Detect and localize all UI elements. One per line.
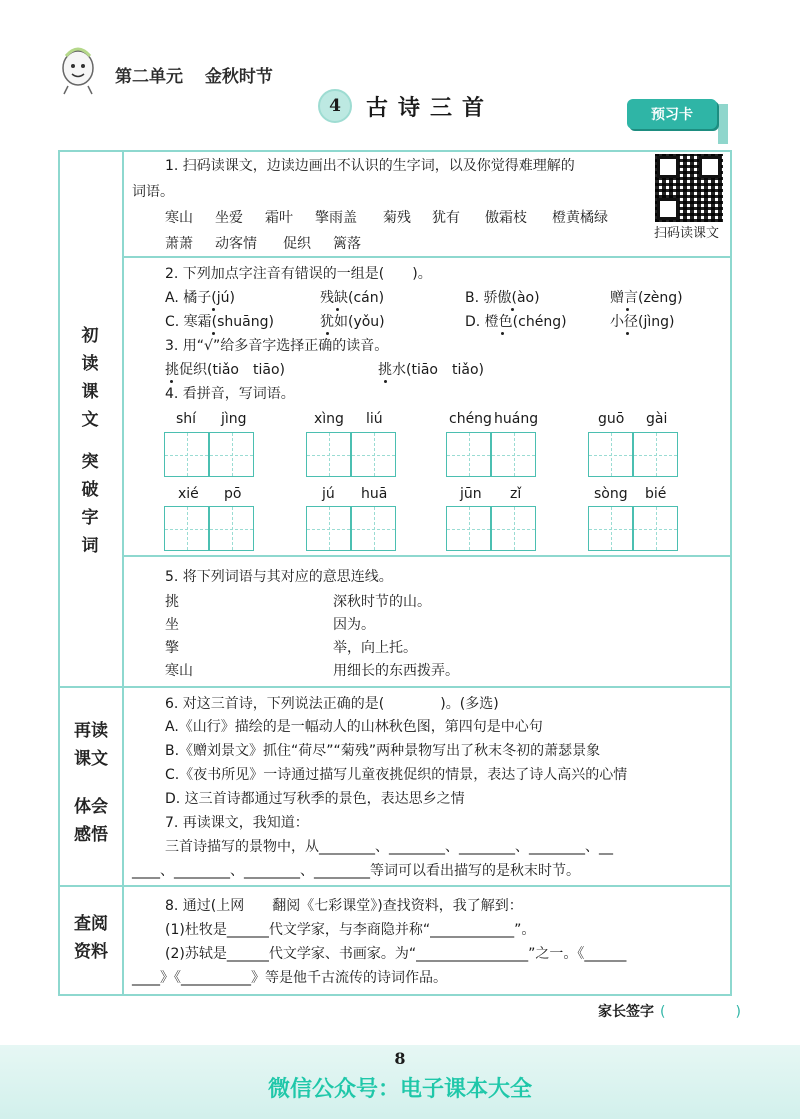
q2-option-c2: 犹如(yǒu): [320, 314, 385, 330]
q8-line2[interactable]: (2)苏轼是______代文学家、书画家。为“________________”之一。《______: [165, 946, 627, 962]
writing-box[interactable]: [446, 506, 491, 551]
q1-line1: 1. 扫码读课文，边读边画出不认识的生字词，以及你觉得难理解的: [165, 158, 575, 174]
writing-box[interactable]: [209, 506, 254, 551]
q7-line1[interactable]: 三首诗描写的景物中，从________、________、________、________、__: [165, 839, 613, 855]
divider-section1: [58, 686, 732, 688]
q5-stem: 5. 将下列词语与其对应的意思连线。: [165, 569, 393, 585]
category-research: 查阅 资料: [74, 914, 108, 962]
tag-stem: [718, 104, 728, 144]
emphasis-dot: [384, 380, 387, 383]
pinyin: xìng: [314, 411, 344, 427]
q2-option-d1: D. 橙色(chéng): [465, 314, 567, 330]
category-first-read: 初 读 课 文 突 破 字 词: [81, 326, 99, 556]
writing-box[interactable]: [588, 506, 633, 551]
category-reread: 再读 课文 体会 感悟: [74, 721, 108, 845]
q5-left-item: 坐: [165, 617, 179, 633]
q6-option-a: A.《山行》描绘的是一幅动人的山林秋色图，第四句是中心句: [165, 719, 543, 735]
q8-line1[interactable]: (1)杜牧是______代文学家，与李商隐并称“____________”。: [165, 922, 536, 938]
pinyin: bié: [645, 486, 667, 502]
q5-right-item: 举，向上托。: [333, 640, 417, 656]
pinyin: xié: [178, 486, 199, 502]
q2-option-b1: B. 骄傲(ào): [465, 290, 540, 306]
q3-option1: 挑促织(tiǎo tiāo): [165, 362, 285, 378]
q6-option-d: D. 这三首诗都通过写秋季的景色，表达思乡之情: [165, 791, 465, 807]
pinyin: huáng: [494, 411, 539, 427]
emphasis-dot: [336, 308, 339, 311]
qr-caption: 扫码读课文: [654, 226, 720, 241]
q5-left-item: 挑: [165, 594, 179, 610]
q2-option-a2: 残缺(cán): [320, 290, 385, 306]
unit-theme: 金秋时节: [204, 67, 273, 87]
divider-q4: [122, 555, 732, 557]
pinyin: guō: [598, 411, 625, 427]
q6-option-b: B.《赠刘景文》抓住“荷尽”“菊残”两种景物写出了秋末冬初的萧瑟景象: [165, 743, 601, 759]
writing-box[interactable]: [306, 432, 351, 477]
divider-section2: [58, 885, 732, 887]
parent-signature-label: 家长签字: [598, 1004, 654, 1020]
pinyin: zǐ: [510, 486, 522, 502]
pinyin: liú: [366, 411, 383, 427]
pinyin: jú: [322, 486, 335, 502]
emphasis-dot: [511, 308, 514, 311]
writing-box[interactable]: [491, 432, 536, 477]
emphasis-dot: [626, 332, 629, 335]
pinyin: gài: [646, 411, 668, 427]
writing-box[interactable]: [446, 432, 491, 477]
q8-stem: 8. 通过(上网 翻阅《七彩课堂》)查找资料，我了解到：: [165, 898, 523, 914]
pinyin: jūn: [460, 486, 482, 502]
writing-box[interactable]: [209, 432, 254, 477]
q3-option2: 挑水(tiāo tiǎo): [378, 362, 484, 378]
writing-box[interactable]: [491, 506, 536, 551]
q5-left-item: 寒山: [165, 663, 193, 679]
writing-box[interactable]: [351, 506, 396, 551]
emphasis-dot: [501, 332, 504, 335]
q7-line2[interactable]: ____、________、________、________等词可以看出描写的是秋末时节。: [132, 863, 580, 879]
pinyin: pō: [224, 486, 242, 502]
footer-watermark: 微信公众号：电子课本大全: [267, 1077, 532, 1102]
emphasis-dot: [170, 380, 173, 383]
q2-option-b2: 赠言(zèng): [610, 290, 683, 306]
q5-right-item: 因为。: [333, 617, 375, 633]
q6-option-c: C.《夜书所见》一诗通过描写儿童夜挑促织的情景，表达了诗人高兴的心情: [165, 767, 628, 783]
writing-box[interactable]: [164, 506, 209, 551]
unit-label: 第二单元: [115, 67, 183, 87]
writing-box[interactable]: [351, 432, 396, 477]
emphasis-dot: [326, 332, 329, 335]
divider-q1: [122, 256, 732, 258]
q2-option-c1: C. 寒霜(shuāng): [165, 314, 274, 330]
parent-signature-field[interactable]: ( ): [660, 1004, 741, 1020]
q5-left-item: 擎: [165, 640, 179, 656]
emphasis-dot: [212, 308, 215, 311]
pinyin: chéng: [449, 411, 492, 427]
writing-box[interactable]: [633, 506, 678, 551]
unit-header: [115, 62, 289, 87]
lesson-heading: [318, 88, 494, 124]
q1-line2: 词语。: [132, 184, 174, 200]
writing-box[interactable]: [588, 432, 633, 477]
pinyin: shí: [176, 411, 197, 427]
category-divider: [122, 150, 124, 996]
q5-right-item: 深秋时节的山。: [333, 594, 431, 610]
q6-stem: 6. 对这三首诗，下列说法正确的是( )。(多选): [165, 696, 499, 712]
emphasis-dot: [212, 332, 215, 335]
q2-option-a1: A. 橘子(jú): [165, 290, 235, 306]
mascot-icon: [54, 44, 102, 96]
pinyin: jìng: [221, 411, 247, 427]
q8-line3[interactable]: ____》《__________》等是他千古流传的诗词作品。: [132, 970, 447, 986]
pinyin: sòng: [594, 486, 628, 502]
lesson-number: 4: [318, 89, 352, 123]
emphasis-dot: [626, 308, 629, 311]
writing-box[interactable]: [633, 432, 678, 477]
qr-code[interactable]: [655, 154, 723, 222]
q2-option-d2: 小径(jìng): [610, 314, 675, 330]
q7-stem: 7. 再读课文，我知道：: [165, 815, 309, 831]
lesson-title: 古诗三首: [366, 94, 495, 121]
pinyin: huā: [361, 486, 388, 502]
q3-stem: 3. 用“√”给多音字选择正确的读音。: [165, 338, 389, 354]
q2-stem: 2. 下列加点字注音有错误的一组是( )。: [165, 266, 432, 282]
writing-box[interactable]: [164, 432, 209, 477]
page-number: 8: [394, 1049, 406, 1068]
q4-stem: 4. 看拼音，写词语。: [165, 386, 295, 402]
writing-box[interactable]: [306, 506, 351, 551]
preview-card-tag: 预习卡: [627, 99, 717, 129]
q5-right-item: 用细长的东西拨弄。: [333, 663, 459, 679]
